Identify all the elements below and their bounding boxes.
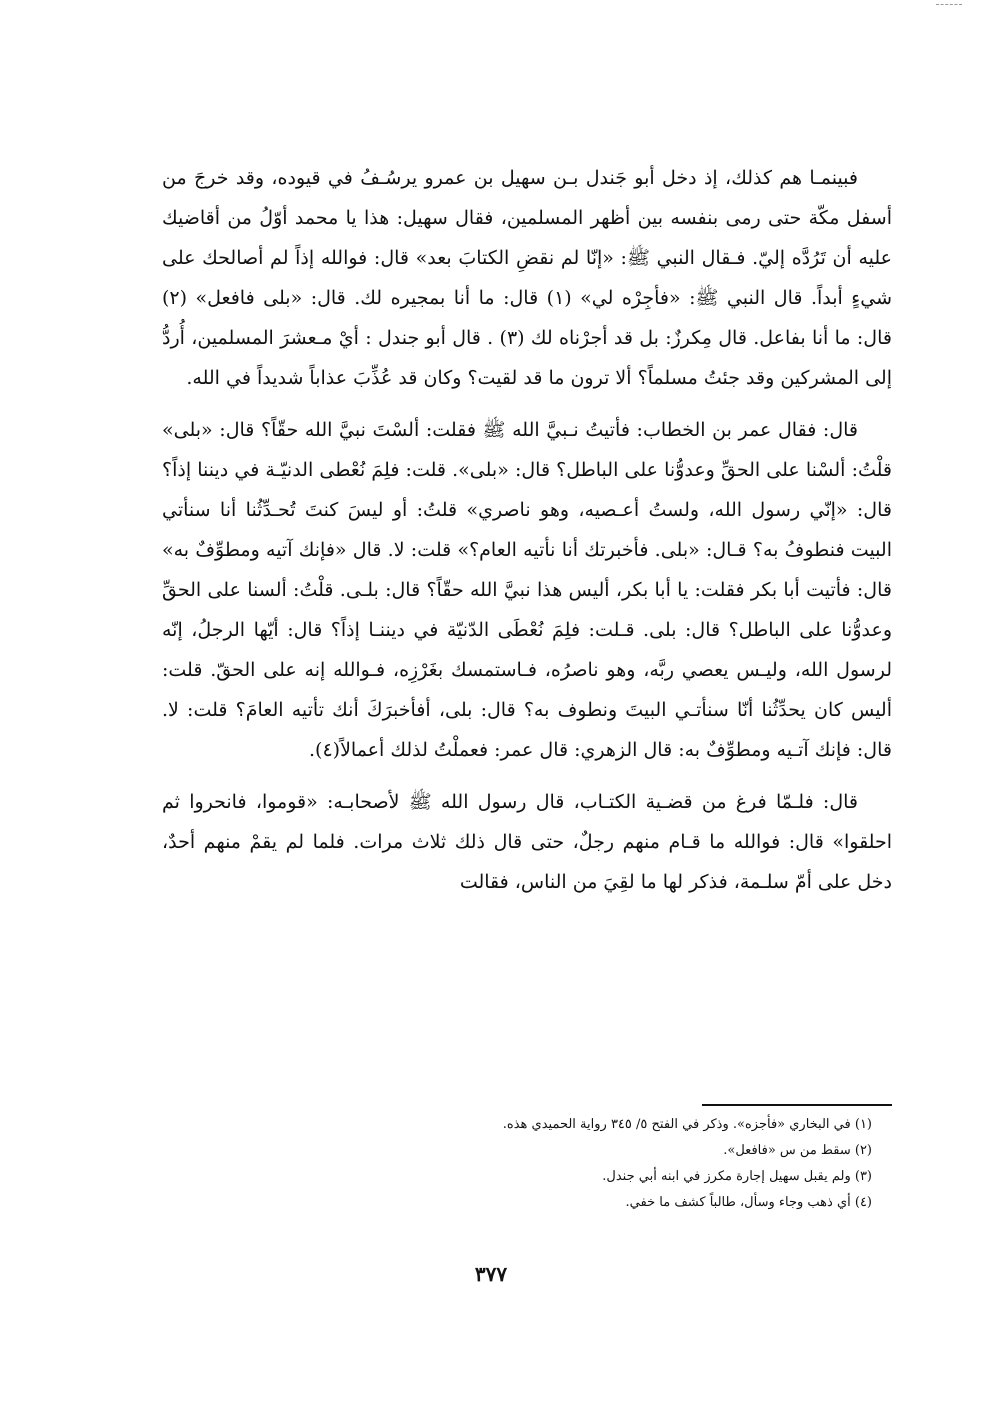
footnote-1: (١) في البخاري «فأجزه». وذكر في الفتح ٥/ ٣٤٥ رواية الحميدي هذه.	[502, 1117, 872, 1132]
page-number: ٣٧٧	[474, 1262, 508, 1286]
footnote-4: (٤) أي ذهب وجاء وسأل، طالباً كشف ما خفي.	[625, 1195, 872, 1210]
footnotes	[162, 1104, 892, 1216]
scan-corner-mark	[936, 4, 962, 5]
paragraph-3: قال: فلـمّا فرغ من قضـية الكتـاب، قال رسول الله ﷺ لأصحابـه: «قوموا، فانحروا ثم احلقوا» قال: فوالله ما قـام منهم رجلٌ، حتى قال ذلك ثلاث مرات. فلما لم يقمْ منهم أحدٌ، دخل على أمّ سلـمة، فذكر لها ما لقِيَ من الناس، فقالت	[162, 791, 892, 893]
footnote-3: (٣) ولم يقبل سهيل إجارة مكرز في ابنه أبي جندل.	[602, 1169, 872, 1184]
footnote-separator	[702, 1104, 892, 1106]
footnote-2: (٢) سقط من س «فافعل».	[723, 1143, 872, 1158]
paragraph-2: قال: فقال عمر بن الخطاب: فأتيتُ نـبيَّ الله ﷺ فقلت: ألسْتَ نبيَّ الله حقّاً؟ قال: «بلى» قلْتُ: ألسْنا على الحقِّ وعدوُّنا على الباطل؟ قال: «بلى». قلت: فلِمَ نُعْطى الدنيّـة في ديننا إذاً؟ قال: «إنّي رسول الله، ولستُ أعـصيه، وهو ناصري» قلتُ: أو ليسَ كنتَ تُحـدِّثُنا أنا سنأتي البيت فنطوفُ به؟ قـال: «بلى. فأخبرتك أنا نأتيه العام؟» قلت: لا. قال «فإنك آتيه ومطوِّفٌ به» قال: فأتيت أبا بكر فقلت: يا أبا بكر، أليس هذا نبيَّ الله حقّاً؟ قال: بلـى. قلْتُ: ألسنا على الحقِّ وعدوُّنا على الباطل؟ قال: بلى. قـلت: فلِمَ نُعْطَى الدّنيّة في ديننـا إذاً؟ قال: أيّها الرجلُ، إنّه لرسول الله، وليـس يعصي ربَّه، وهو ناصرُه، فـاستمسك بغَرْزِه، فـوالله إنه على الحقّ. قلت: أليس كان يحدِّثُنا أنّا سنأتـي البيتَ ونطوف به؟ قال: بلى، أفأخبرَكَ أنك تأتيه العامَ؟ قلت: لا. قال: فإنك آتـيه ومطوِّفٌ به: قال الزهري: قال عمر: فعملْتُ لذلك أعمالاً(٤).	[162, 419, 892, 761]
main-text	[162, 158, 892, 902]
paragraph-1: فبينمـا هم كذلك، إذ دخل أبو جَندل بـن سهيل بن عمرو يرسُـفُ في قيوده، وقد خرجَ من أسفل مكّة حتى رمى بنفسه بين أظهر المسلمين، فقال سهيل: هذا يا محمد أوّلُ من أقاضيك عليه أن تَرُدَّه إليّ. فـقال النبي ﷺ: «إنّا لم نقضِ الكتابَ بعد» قال: فوالله إذاً لم أصالحك على شيءٍ أبداً. قال النبي ﷺ: «فأجِرْه لي» (١) قال: ما أنا بمجيره لك. قال: «بلى فافعل» (٢) قال: ما أنا بفاعل. قال مِكرزٌ: بل قد أجرْناه لك (٣) . قال أبو جندل : أيْ مـعشرَ المسلمين، أُردُّ إلى المشركين وقد جئتُ مسلماً؟ ألا ترون ما قد لقيت؟ وكان قد عُذِّبَ عذاباً شديداً في الله.	[162, 167, 892, 389]
